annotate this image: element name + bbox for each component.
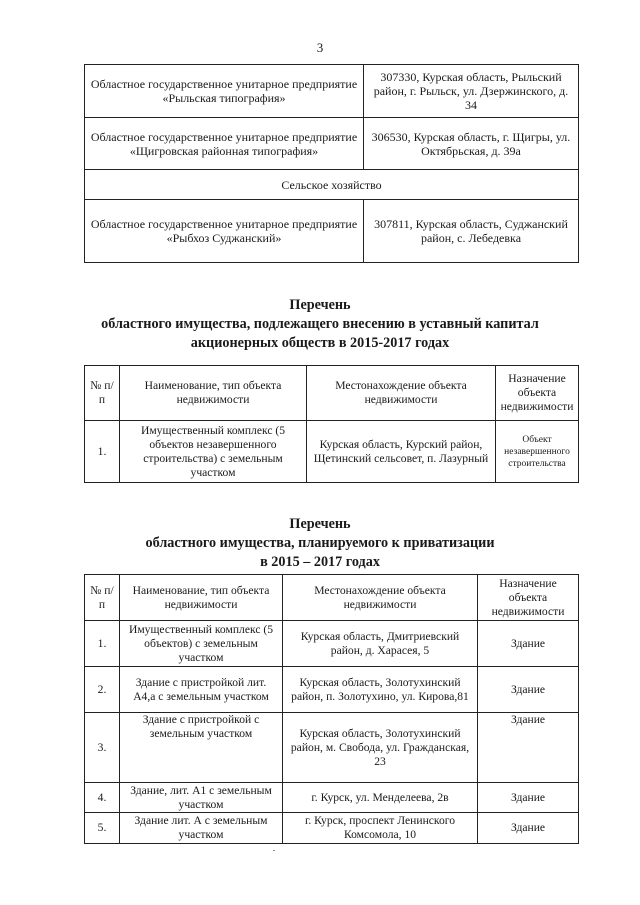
row-name: Здание с пристройкой с земельным участком [120, 713, 283, 783]
col-name-header: Наименование, тип объекта недвижимости [120, 366, 307, 421]
list2-title-line3: акционерных обществ в 2015-2017 годах [190, 335, 450, 351]
row-num: 1. [85, 621, 120, 667]
row-purpose: Здание [478, 667, 579, 713]
enterprise-address: 307811, Курская область, Суджанский район, с. Лебедевка [364, 200, 579, 263]
table-row [85, 713, 579, 783]
row-num: 4. [85, 783, 120, 813]
row-location: Курская область, Дмитриевский район, д. Харасея, 5 [283, 621, 478, 667]
row-name: Здание с пристройкой лит. А4,а с земельным участком [120, 667, 283, 713]
enterprise-address: 306530, Курская область, г. Щигры, ул. Октябрьская, д. 39а [364, 118, 579, 170]
list2-title-line1: Перечень [289, 297, 351, 313]
row-location: г. Курск, ул. Менделеева, 2в [283, 783, 478, 813]
row-purpose: Здание [478, 783, 579, 813]
list3-heading [0, 515, 640, 572]
col-name-header: Наименование, тип объекта недвижимости [120, 575, 283, 621]
row-location: г. Курск, проспект Ленинского Комсомола, 10 [283, 813, 478, 844]
row-purpose: Здание [478, 813, 579, 844]
enterprise-address: 307330, Курская область, Рыльский район, г. Рыльск, ул. Дзержинского, д. 34 [364, 65, 579, 118]
table-row [85, 200, 579, 263]
row-location: Курская область, Золотухинский район, п. Золотухино, ул. Кирова,81 [283, 667, 478, 713]
table-row [85, 421, 579, 483]
section-row [85, 170, 579, 200]
col-purpose-header: Назначение объекта недвижимости [478, 575, 579, 621]
list3-title-line3: в 2015 – 2017 годах [260, 554, 380, 570]
capital-contribution-table [84, 365, 579, 483]
col-location-header: Местонахождение объекта недвижимости [307, 366, 496, 421]
row-name: Имущественный комплекс (5 объектов незавершенного строительства) с земельным участком [120, 421, 307, 483]
col-num-header: № п/п [85, 575, 120, 621]
row-num: 2. [85, 667, 120, 713]
row-purpose: Здание [478, 621, 579, 667]
header-row [85, 575, 579, 621]
list2-title-line2: областного имущества, подлежащего внесению в уставный капитал [101, 316, 539, 332]
enterprise-name: Областное государственное унитарное предприятие «Щигровская районная типография» [85, 118, 364, 170]
col-location-header: Местонахождение объекта недвижимости [283, 575, 478, 621]
table-row [85, 621, 579, 667]
col-num-header: № п/п [85, 366, 120, 421]
table-row [85, 118, 579, 170]
table-row [85, 667, 579, 713]
row-name: Имущественный комплекс (5 объектов) с земельным участком [120, 621, 283, 667]
table-row [85, 813, 579, 844]
row-location: Курская область, Золотухинский район, м. Свобода, ул. Гражданская, 23 [283, 713, 478, 783]
list2-heading [0, 296, 640, 353]
privatization-table [84, 574, 579, 844]
enterprise-name: Областное государственное унитарное предприятие «Рыльская типография» [85, 65, 364, 118]
row-num: 1. [85, 421, 120, 483]
row-num: 5. [85, 813, 120, 844]
page-number: 3 [316, 40, 324, 55]
col-purpose-header: Назначение объекта недвижимости [496, 366, 579, 421]
row-purpose: Здание [478, 713, 579, 783]
row-num: 3. [85, 713, 120, 783]
header-row [85, 366, 579, 421]
row-name: Здание лит. А с земельным участком [120, 813, 283, 844]
row-name: Здание, лит. А1 с земельным участком [120, 783, 283, 813]
enterprises-table [84, 64, 579, 263]
enterprise-name: Областное государственное унитарное предприятие «Рыбхоз Суджанский» [85, 200, 364, 263]
list3-title-line1: Перечень [289, 516, 351, 532]
table-row [85, 65, 579, 118]
scan-mark [273, 850, 275, 851]
section-title: Сельское хозяйство [85, 170, 579, 200]
row-purpose: Объект незавершенного строительства [496, 421, 579, 483]
row-location: Курская область, Курский район, Щетинский сельсовет, п. Лазурный [307, 421, 496, 483]
list3-title-line2: областного имущества, планируемого к приватизации [145, 535, 495, 551]
table-row [85, 783, 579, 813]
